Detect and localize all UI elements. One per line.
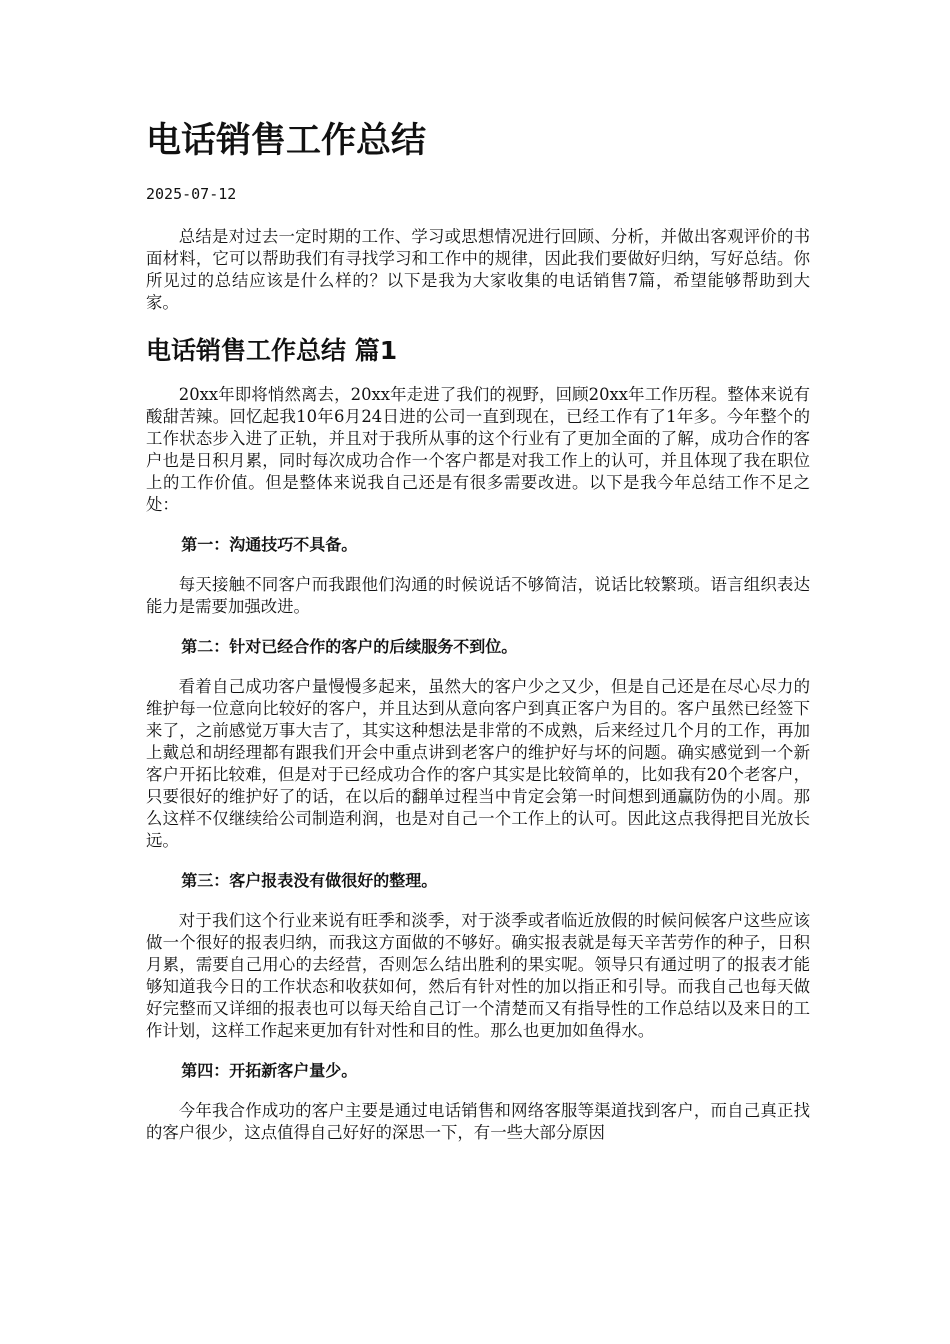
section-heading: 电话销售工作总结 篇1	[146, 336, 398, 365]
point-paragraph-2: 看着自己成功客户量慢慢多起来，虽然大的客户少之又少，但是自己还是在尽心尽力的维护每一位意向比较好的客户，并且达到从意向客户到真正客户为目的。客户虽然已经签下来了，之前感觉万事大吉了，其实这种想法是非常的不成熟，后来经过几个月的工作，再加上戴总和胡经理都有跟我们开会中重点讲到老客户的维护好与坏的问题。确实感觉到一个新客户开拓比较难，但是对于已经成功合作的客户其实是比较简单的，比如我有20个老客户，只要很好的维护好了的话，在以后的翻单过程当中肯定会第一时间想到通赢防伪的小周。那么这样不仅继续给公司制造利润，也是对自己一个工作上的认可。因此这点我得把目光放长远。	[146, 677, 810, 850]
opening-paragraph: 20xx年即将悄然离去，20xx年走进了我们的视野，回顾20xx年工作历程。整体来说有酸甜苦辣。回忆起我10年6月24日进的公司一直到现在，已经工作有了1年多。今年整个的工作状态步入进了正轨，并且对于我所从事的这个行业有了更加全面的了解，成功合作的客户也是日积月累，同时每次成功合作一个客户都是对我工作上的认可，并且体现了我在职位上的工作价值。但是整体来说我自己还是有很多需要改进。以下是我今年总结工作不足之处：	[146, 385, 810, 514]
point-heading-2: 第二：针对已经合作的客户的后续服务不到位。	[181, 637, 518, 656]
point-heading-1: 第一：沟通技巧不具备。	[181, 535, 358, 554]
point-paragraph-4: 今年我合作成功的客户主要是通过电话销售和网络客服等渠道找到客户，而自己真正找的客户很少，这点值得自己好好的深思一下，有一些大部分原因	[146, 1101, 810, 1142]
point-heading-4: 第四：开拓新客户量少。	[181, 1061, 358, 1080]
point-paragraph-3: 对于我们这个行业来说有旺季和淡季，对于淡季或者临近放假的时候问候客户这些应该做一个很好的报表归纳，而我这方面做的不够好。确实报表就是每天辛苦劳作的种子，日积月累，需要自己用心的去经营，否则怎么结出胜利的果实呢。领导只有通过明了的报表才能够知道我今日的工作状态和收获如何，然后有针对性的加以指正和引导。而我自己也每天做好完整而又详细的报表也可以每天给自己订一个清楚而又有指导性的工作总结以及来日的工作计划，这样工作起来更加有针对性和目的性。那么也更加如鱼得水。	[146, 911, 810, 1040]
point-heading-3: 第三：客户报表没有做很好的整理。	[181, 871, 438, 890]
document-title: 电话销售工作总结	[146, 121, 427, 161]
publish-date: 2025-07-12	[146, 185, 237, 203]
point-paragraph-1: 每天接触不同客户而我跟他们沟通的时候说话不够简洁，说话比较繁琐。语言组织表达能力是需要加强改进。	[146, 575, 810, 616]
intro-paragraph: 总结是对过去一定时期的工作、学习或思想情况进行回顾、分析，并做出客观评价的书面材料，它可以帮助我们有寻找学习和工作中的规律，因此我们要做好归纳，写好总结。你所见过的总结应该是什么样的？以下是我为大家收集的电话销售7篇，希望能够帮助到大家。	[146, 227, 810, 312]
document-body	[146, 226, 810, 1144]
